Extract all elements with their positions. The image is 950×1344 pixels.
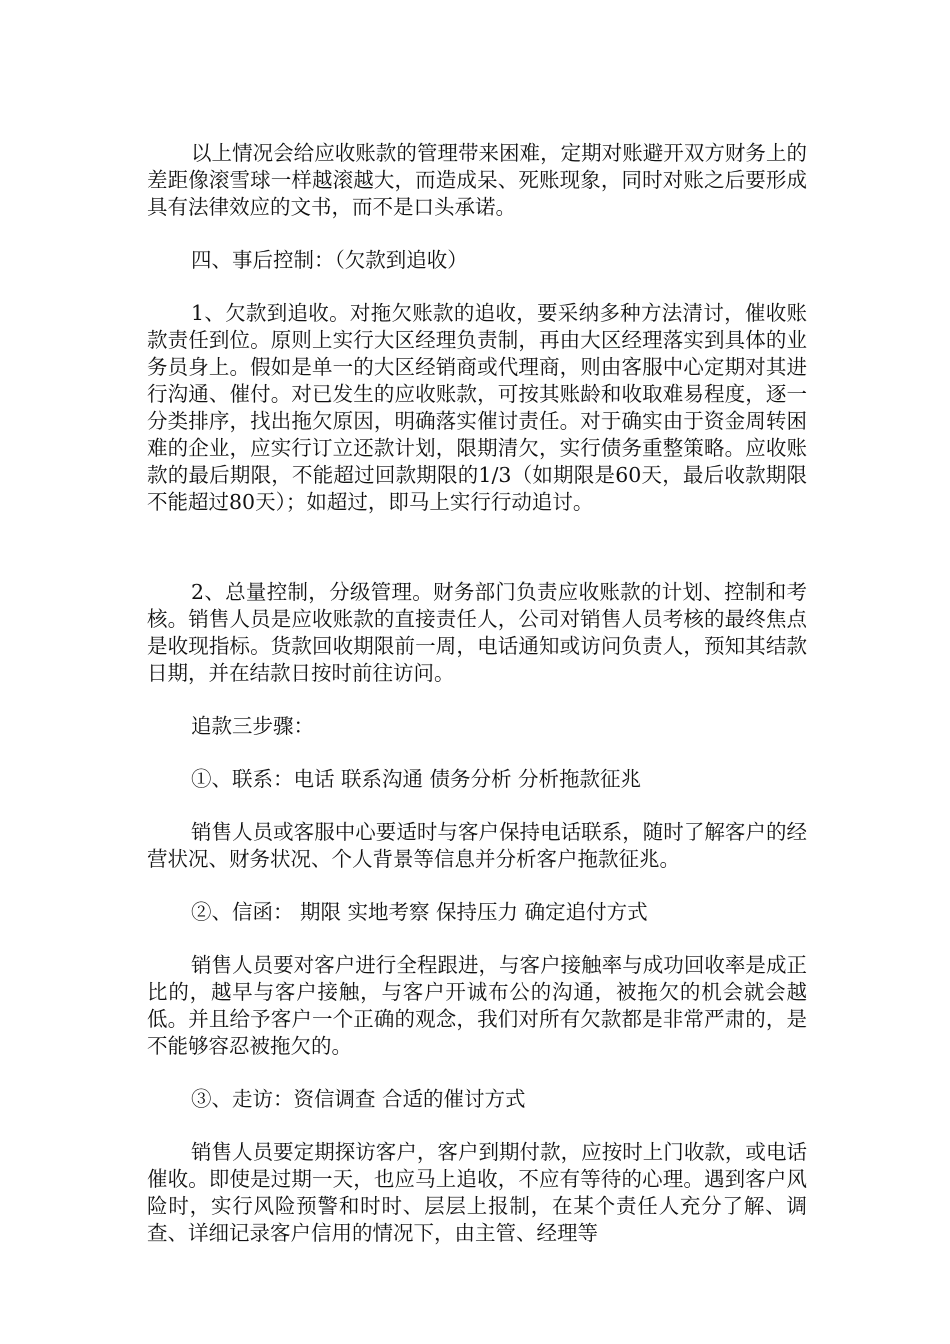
step-three-paragraph: 销售人员要定期探访客户，客户到期付款，应按时上门收款，或电话催收。即使是过期一天，也应马上追收，不应有等待的心理。遇到客户风险时，实行风险预警和时时、层层上报制，在某个责任人充分了解、调查、详细记录客户信用的情况下，由主管、经理等 [147,1140,807,1245]
step-two-paragraph: 销售人员要对客户进行全程跟进，与客户接触率与成功回收率是成正比的，越早与客户接触，与客户开诚布公的沟通，被拖欠的机会就会越低。并且给予客户一个正确的观念，我们对所有欠款都是非常严肃的，是不能够容忍被拖欠的。 [147,953,807,1058]
step-one-heading: ①、联系：电话 联系沟通 债务分析 分析拖款征兆 [191,767,642,791]
paragraph-debt-collection: 1、欠款到追收。对拖欠账款的追收，要采纳多种方法清讨，催收账款责任到位。原则上实行大区经理负责制，再由大区经理落实到具体的业务员身上。假如是单一的大区经销商或代理商，则由客服中心定期对其进行沟通、催付。对已发生的应收账款，可按其账龄和收取难易程度，逐一分类排序，找出拖欠原因，明确落实催讨责任。对于确实由于资金周转困难的企业，应实行订立还款计划，限期清欠，实行债务重整策略。应收账款的最后期限，不能超过回款期限的1/3（如期限是60天，最后收款期限不能超过80天）；如超过，即马上实行行动追讨。 [147,301,807,514]
section-heading-post-control: 四、事后控制：（欠款到追收） [191,248,468,272]
document-page [147,140,807,1247]
heading-three-steps: 追款三步骤： [191,714,314,738]
step-three-heading: ③、走访：资信调查 合适的催讨方式 [191,1087,526,1111]
step-one-paragraph: 销售人员或客服中心要适时与客户保持电话联系，随时了解客户的经营状况、财务状况、个人背景等信息并分析客户拖款征兆。 [147,820,807,871]
paragraph-reconciliation: 以上情况会给应收账款的管理带来困难，定期对账避开双方财务上的差距像滚雪球一样越滚越大，而造成呆、死账现象，同时对账之后要形成具有法律效应的文书，而不是口头承诺。 [147,141,807,219]
step-two-heading: ②、信函： 期限 实地考察 保持压力 确定追付方式 [191,900,648,924]
paragraph-total-control: 2、总量控制，分级管理。财务部门负责应收账款的计划、控制和考核。销售人员是应收账款的直接责任人，公司对销售人员考核的最终焦点是收现指标。货款回收期限前一周，电话通知或访问负责人，预知其结款日期，并在结款日按时前往访问。 [147,580,807,685]
